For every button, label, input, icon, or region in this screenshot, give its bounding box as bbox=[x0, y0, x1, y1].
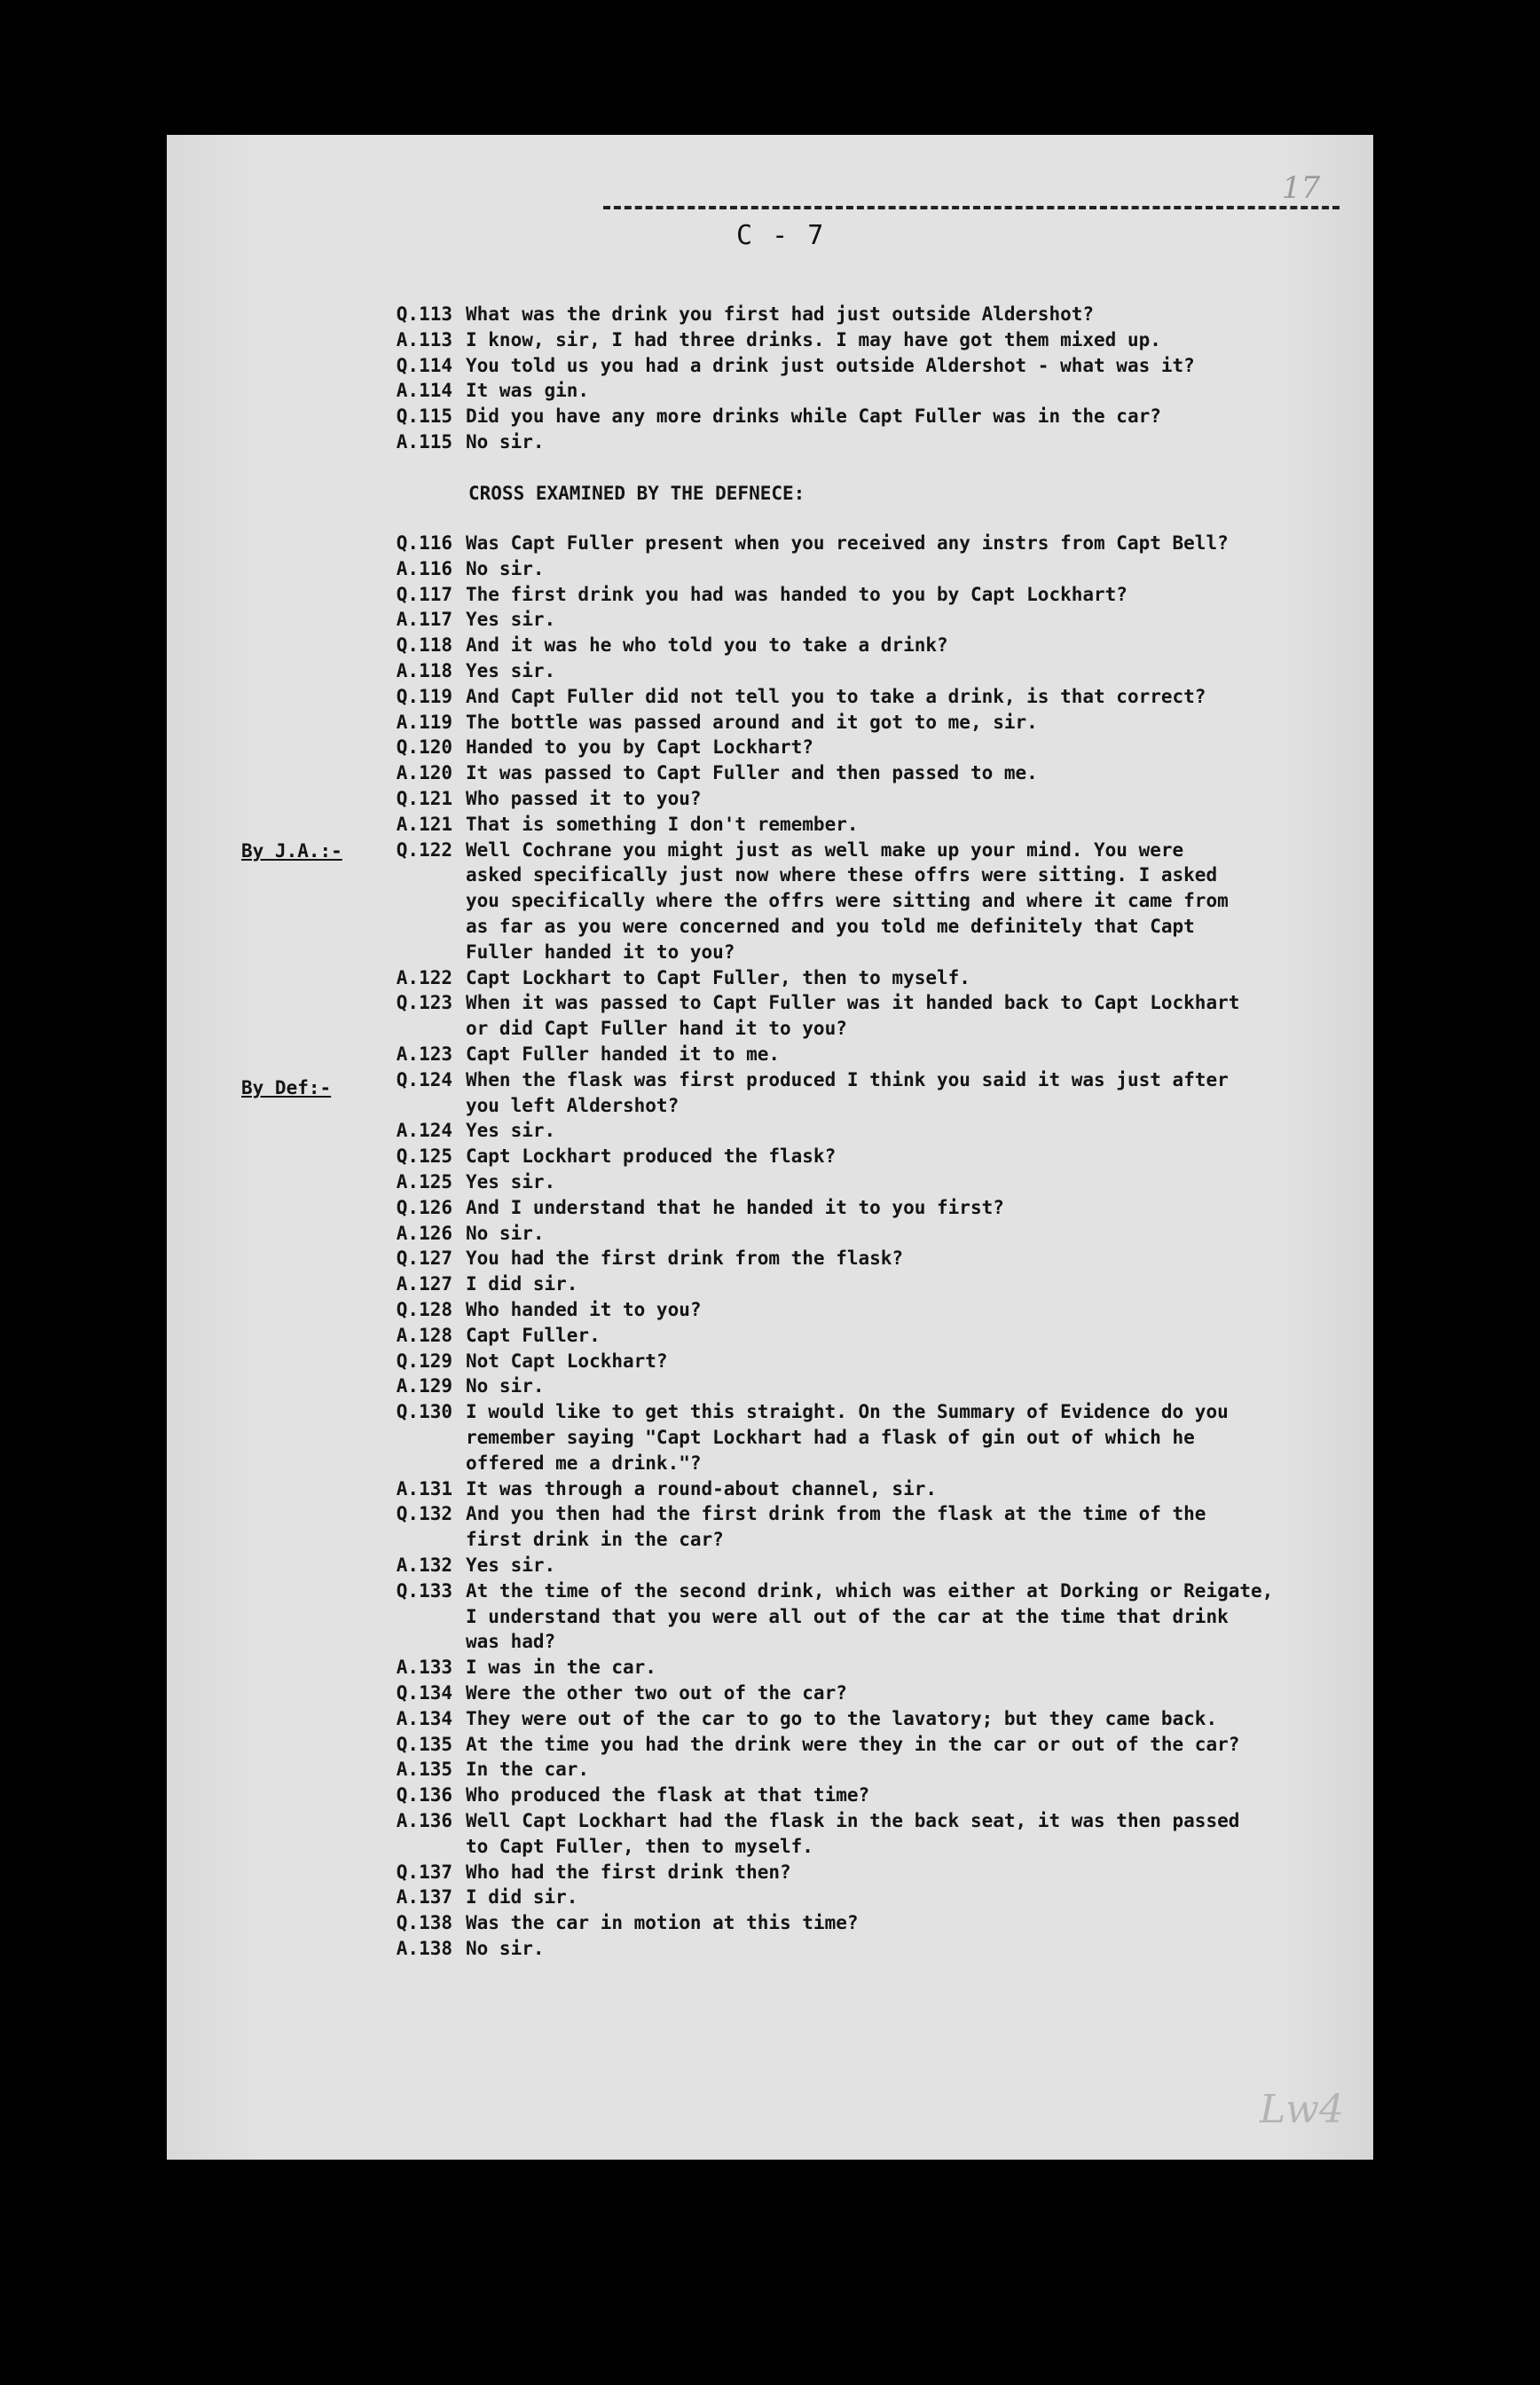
entry-label: A.137 bbox=[396, 1886, 452, 1908]
entry-text: Who passed it to you? bbox=[466, 788, 702, 809]
entry-text: In the car. bbox=[466, 1759, 590, 1780]
entry-label: Q.135 bbox=[396, 1734, 452, 1755]
entry-text: Who had the first drink then? bbox=[466, 1862, 791, 1883]
entry-text: When it was passed to Capt Fuller was it handed back to Capt Lockhart bbox=[466, 992, 1240, 1013]
entry-label: Q.138 bbox=[396, 1912, 452, 1933]
entry-text: Capt Fuller handed it to me. bbox=[466, 1043, 781, 1065]
entry-label: A.135 bbox=[396, 1759, 452, 1780]
entry-label: A.132 bbox=[396, 1555, 452, 1576]
entry-text: And you then had the first drink from the flask at the time of the bbox=[466, 1503, 1206, 1524]
entry-text: No sir. bbox=[466, 431, 545, 453]
entry-label: Q.130 bbox=[396, 1401, 452, 1422]
entry-label: A.119 bbox=[396, 712, 452, 733]
margin-label-ja: By J.A.:- bbox=[241, 840, 342, 862]
entry-text: Who produced the flask at that time? bbox=[466, 1784, 870, 1806]
entry-text: or did Capt Fuller hand it to you? bbox=[466, 1018, 847, 1039]
entry-text: You told us you had a drink just outside Aldershot - what was it? bbox=[466, 355, 1195, 376]
entry-label: A.117 bbox=[396, 609, 452, 630]
entry-label: A.133 bbox=[396, 1657, 452, 1678]
entry-label: Q.115 bbox=[396, 405, 452, 427]
entry-text: Was the car in motion at this time? bbox=[466, 1912, 859, 1933]
entry-label: Q.118 bbox=[396, 634, 452, 656]
corner-handwritten-mark: 17 bbox=[1282, 170, 1321, 206]
entry-text: Well Capt Lockhart had the flask in the back seat, it was then passed bbox=[466, 1810, 1240, 1831]
entry-label: A.125 bbox=[396, 1171, 452, 1192]
entry-text: They were out of the car to go to the lavatory; but they came back. bbox=[466, 1708, 1218, 1729]
entry-label: Q.133 bbox=[396, 1580, 452, 1602]
entry-text: The first drink you had was handed to you by Capt Lockhart? bbox=[466, 584, 1128, 605]
entry-text: And it was he who told you to take a drink? bbox=[466, 634, 948, 656]
entry-text: I did sir. bbox=[466, 1273, 578, 1295]
entry-label: Q.116 bbox=[396, 532, 452, 554]
entry-label: Q.134 bbox=[396, 1682, 452, 1704]
entry-label: Q.124 bbox=[396, 1069, 452, 1090]
entry-text: It was through a round-about channel, sir. bbox=[466, 1478, 938, 1499]
page-number: C - 7 bbox=[736, 220, 826, 251]
entry-text: I was in the car. bbox=[466, 1657, 656, 1678]
entry-label: A.126 bbox=[396, 1223, 452, 1244]
entry-label: Q.121 bbox=[396, 788, 452, 809]
entry-label: A.124 bbox=[396, 1120, 452, 1141]
entry-label: A.120 bbox=[396, 762, 452, 783]
entry-label: A.113 bbox=[396, 329, 452, 350]
entry-text: Did you have any more drinks while Capt Fuller was in the car? bbox=[466, 405, 1161, 427]
entry-label: A.116 bbox=[396, 558, 452, 579]
entry-text: No sir. bbox=[466, 1938, 545, 1959]
margin-label-def: By Def:- bbox=[241, 1077, 332, 1098]
entry-text: offered me a drink."? bbox=[466, 1452, 702, 1474]
entry-text: No sir. bbox=[466, 558, 545, 579]
entry-text: remember saying "Capt Lockhart had a flask of gin out of which he bbox=[466, 1427, 1195, 1448]
entry-text: You had the first drink from the flask? bbox=[466, 1248, 904, 1269]
entry-text: Yes sir. bbox=[466, 1555, 556, 1576]
entry-label: Q.123 bbox=[396, 992, 452, 1013]
entry-label: A.122 bbox=[396, 967, 452, 988]
entry-text: What was the drink you first had just outside Aldershot? bbox=[466, 303, 1095, 325]
entry-text: At the time you had the drink were they in the car or out of the car? bbox=[466, 1734, 1240, 1755]
entry-label: Q.132 bbox=[396, 1503, 452, 1524]
entry-label: Q.129 bbox=[396, 1350, 452, 1372]
entry-text: Yes sir. bbox=[466, 1171, 556, 1192]
entry-text: asked specifically just now where these offrs were sitting. I asked bbox=[466, 864, 1218, 886]
entry-label: Q.117 bbox=[396, 584, 452, 605]
section-heading: CROSS EXAMINED BY THE DEFNECE: bbox=[468, 483, 805, 504]
entry-text: Were the other two out of the car? bbox=[466, 1682, 847, 1704]
entry-text: was had? bbox=[466, 1631, 556, 1652]
entry-text: you left Aldershot? bbox=[466, 1095, 680, 1116]
entry-text: The bottle was passed around and it got to me, sir. bbox=[466, 712, 1038, 733]
entry-text: Not Capt Lockhart? bbox=[466, 1350, 668, 1372]
entry-text: you specifically where the offrs were sitting and where it came from bbox=[466, 890, 1229, 911]
entry-label: A.118 bbox=[396, 660, 452, 681]
entry-text: When the flask was first produced I think you said it was just after bbox=[466, 1069, 1229, 1090]
entry-text: And I understand that he handed it to you first? bbox=[466, 1197, 1004, 1218]
entry-label: A.129 bbox=[396, 1375, 452, 1397]
entry-text: Capt Fuller. bbox=[466, 1325, 601, 1346]
entry-text: And Capt Fuller did not tell you to take a drink, is that correct? bbox=[466, 686, 1206, 707]
entry-label: A.136 bbox=[396, 1810, 452, 1831]
entry-text: as far as you were concerned and you told me definitely that Capt bbox=[466, 916, 1195, 937]
entry-text: I did sir. bbox=[466, 1886, 578, 1908]
entry-label: A.128 bbox=[396, 1325, 452, 1346]
entry-text: Well Cochrane you might just as well make up your mind. You were bbox=[466, 839, 1184, 861]
entry-label: A.123 bbox=[396, 1043, 452, 1065]
entry-label: Q.114 bbox=[396, 355, 452, 376]
entry-label: A.138 bbox=[396, 1938, 452, 1959]
entry-text: to Capt Fuller, then to myself. bbox=[466, 1836, 813, 1857]
entry-text: Handed to you by Capt Lockhart? bbox=[466, 736, 813, 758]
entry-text: Yes sir. bbox=[466, 660, 556, 681]
entry-label: A.131 bbox=[396, 1478, 452, 1499]
entry-label: Q.113 bbox=[396, 303, 452, 325]
entry-label: A.115 bbox=[396, 431, 452, 453]
entry-label: A.121 bbox=[396, 814, 452, 835]
entry-label: Q.128 bbox=[396, 1299, 452, 1320]
entry-text: Yes sir. bbox=[466, 609, 556, 630]
entry-label: Q.125 bbox=[396, 1145, 452, 1167]
entry-label: Q.136 bbox=[396, 1784, 452, 1806]
entry-text: I understand that you were all out of the car at the time that drink bbox=[466, 1606, 1229, 1627]
entry-label: Q.137 bbox=[396, 1862, 452, 1883]
entry-label: A.134 bbox=[396, 1708, 452, 1729]
entry-text: I would like to get this straight. On the Summary of Evidence do you bbox=[466, 1401, 1229, 1422]
entry-text: It was passed to Capt Fuller and then passed to me. bbox=[466, 762, 1038, 783]
entry-text: Capt Lockhart to Capt Fuller, then to myself. bbox=[466, 967, 970, 988]
entry-label: Q.119 bbox=[396, 686, 452, 707]
entry-label: A.127 bbox=[396, 1273, 452, 1295]
entry-text: I know, sir, I had three drinks. I may have got them mixed up. bbox=[466, 329, 1161, 350]
entry-text: It was gin. bbox=[466, 380, 590, 401]
entry-text: That is something I don't remember. bbox=[466, 814, 859, 835]
entry-label: Q.127 bbox=[396, 1248, 452, 1269]
entry-label: Q.126 bbox=[396, 1197, 452, 1218]
entry-text: Capt Lockhart produced the flask? bbox=[466, 1145, 837, 1167]
entry-text: Fuller handed it to you? bbox=[466, 941, 735, 963]
entry-text: At the time of the second drink, which was either at Dorking or Reigate, bbox=[466, 1580, 1274, 1602]
entry-label: A.114 bbox=[396, 380, 452, 401]
entry-text: Was Capt Fuller present when you received any instrs from Capt Bell? bbox=[466, 532, 1229, 554]
handwritten-initials: Lw4 bbox=[1260, 2087, 1344, 2132]
entry-label: Q.120 bbox=[396, 736, 452, 758]
entry-text: Yes sir. bbox=[466, 1120, 556, 1141]
entry-text: No sir. bbox=[466, 1223, 545, 1244]
entry-label: Q.122 bbox=[396, 839, 452, 861]
entry-text: first drink in the car? bbox=[466, 1529, 724, 1550]
entry-text: No sir. bbox=[466, 1375, 545, 1397]
entry-text: Who handed it to you? bbox=[466, 1299, 702, 1320]
